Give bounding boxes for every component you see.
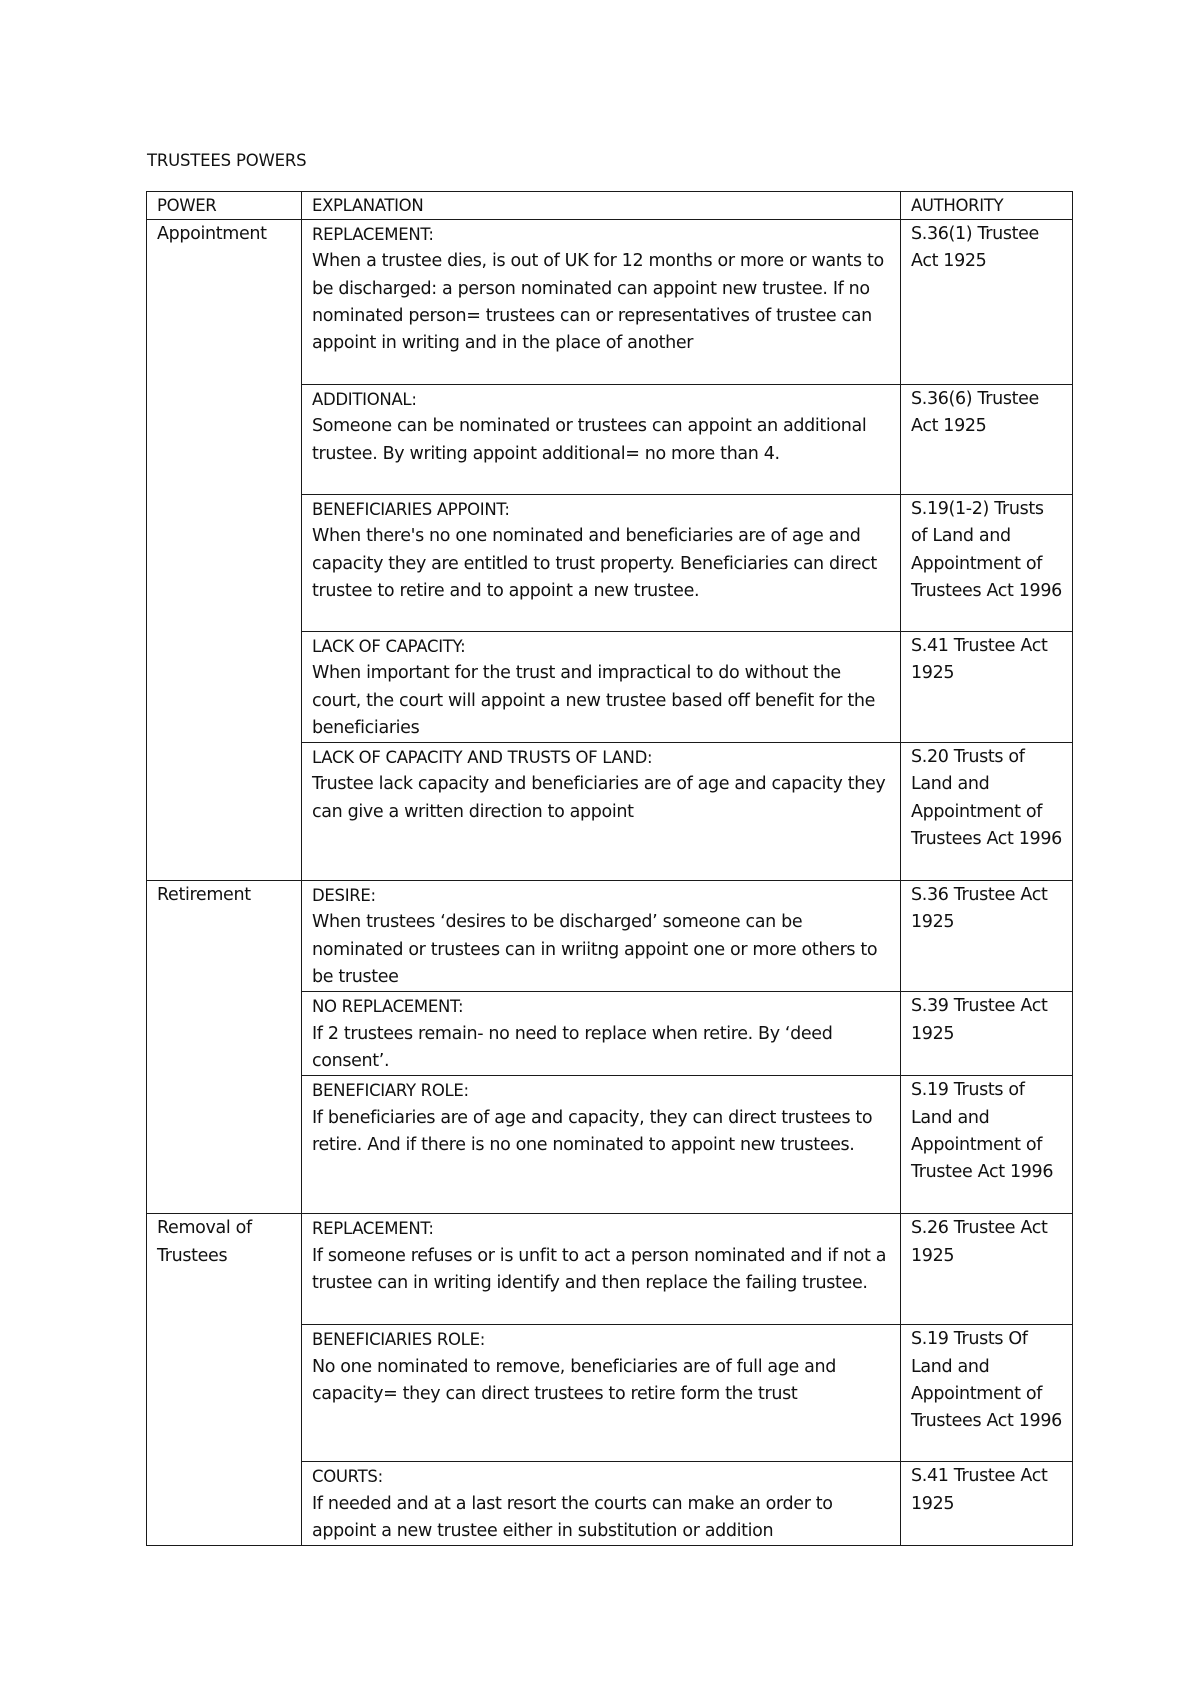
explanation-text: If someone refuses or is unfit to act a person nominated and if not a trustee can in writing identify and then replace the failing trustee. — [312, 1245, 887, 1293]
authority-cell — [901, 220, 1073, 385]
explanation-text: When important for the trust and impractical to do without the court, the court will appoint a new trustee based off benefit for the beneficiaries — [312, 663, 876, 738]
authority-text: S.26 Trustee Act 1925 — [911, 1218, 1048, 1266]
authority-text: S.19(1-2) Trusts of Land and Appointment of Trustees Act 1996 — [911, 499, 1062, 601]
authority-cell — [901, 1325, 1073, 1462]
authority-cell — [901, 1214, 1073, 1325]
explanation-cell — [302, 495, 901, 632]
authority-text: S.41 Trustee Act 1925 — [911, 636, 1048, 684]
explanation-text: No one nominated to remove, beneficiaries are of full age and capacity= they can direct trustees to retire form the trust — [312, 1356, 837, 1404]
power-cell: Retirement — [147, 881, 302, 1214]
explanation-text: When a trustee dies, is out of UK for 12 months or more or wants to be discharged: a person nominated can appoint new trustee. If no nominated person= trustees can or representatives of trustee can appoint in writing and in the place of another — [312, 251, 884, 354]
explanation-cell — [302, 1325, 901, 1462]
explanation-text: If 2 trustees remain- no need to replace when retire. By ‘deed consent’. — [312, 1023, 833, 1071]
authority-cell — [901, 495, 1073, 632]
explanation-heading: LACK OF CAPACITY AND TRUSTS OF LAND: — [312, 748, 653, 768]
authority-text: S.36(6) Trustee Act 1925 — [911, 389, 1039, 437]
explanation-cell — [302, 1076, 901, 1214]
authority-cell — [901, 385, 1073, 495]
explanation-heading: DESIRE: — [312, 886, 376, 906]
explanation-cell — [302, 1214, 901, 1325]
authority-text: S.36(1) Trustee Act 1925 — [911, 224, 1039, 272]
explanation-heading: NO REPLACEMENT: — [312, 997, 464, 1017]
explanation-heading: COURTS: — [312, 1467, 383, 1487]
table-row — [147, 1214, 1073, 1325]
explanation-cell — [302, 1462, 901, 1546]
header-power: POWER — [147, 192, 302, 220]
authority-cell — [901, 1462, 1073, 1546]
explanation-text: Trustee lack capacity and beneficiaries are of age and capacity they can give a written direction to appoint — [312, 774, 886, 822]
authority-cell — [901, 881, 1073, 992]
authority-text: S.36 Trustee Act 1925 — [911, 885, 1048, 933]
explanation-text: If beneficiaries are of age and capacity, they can direct trustees to retire. And if there is no one nominated to appoint new trustees. — [312, 1107, 873, 1155]
explanation-heading: BENEFICIARY ROLE: — [312, 1081, 469, 1101]
authority-text: S.41 Trustee Act 1925 — [911, 1466, 1048, 1514]
authority-text: S.39 Trustee Act 1925 — [911, 996, 1048, 1044]
explanation-cell — [302, 881, 901, 992]
power-cell: Appointment — [147, 220, 302, 881]
explanation-text: When there's no one nominated and beneficiaries are of age and capacity they are entitled to trust property. Beneficiaries can direct trustee to retire and to appoint a new trustee. — [312, 526, 877, 601]
authority-cell — [901, 1076, 1073, 1214]
explanation-cell — [302, 385, 901, 495]
explanation-cell — [302, 632, 901, 743]
explanation-cell — [302, 743, 901, 881]
authority-cell — [901, 992, 1073, 1076]
authority-cell — [901, 632, 1073, 743]
trustee-powers-table — [146, 191, 1073, 1546]
header-explanation: EXPLANATION — [302, 192, 901, 220]
table-row — [147, 220, 1073, 385]
explanation-heading: ADDITIONAL: — [312, 390, 417, 409]
power-cell: Removal of Trustees — [147, 1214, 302, 1546]
authority-text: S.19 Trusts of Land and Appointment of Trustee Act 1996 — [911, 1080, 1054, 1183]
document-title: TRUSTEES POWERS — [147, 151, 307, 170]
explanation-text: Someone can be nominated or trustees can appoint an additional trustee. By writing appoint additional= no more than 4. — [312, 416, 867, 464]
header-authority: AUTHORITY — [901, 192, 1073, 220]
table-row — [147, 881, 1073, 992]
table-header-row — [147, 192, 1073, 220]
explanation-heading: REPLACEMENT: — [312, 1219, 434, 1239]
authority-cell — [901, 743, 1073, 881]
explanation-heading: BENEFICIARIES ROLE: — [312, 1330, 485, 1350]
explanation-heading: LACK OF CAPACITY: — [312, 637, 466, 656]
explanation-heading: REPLACEMENT: — [312, 225, 434, 244]
authority-text: S.20 Trusts of Land and Appointment of Trustees Act 1996 — [911, 747, 1062, 850]
explanation-cell — [302, 992, 901, 1076]
explanation-heading: BENEFICIARIES APPOINT: — [312, 500, 510, 519]
authority-text: S.19 Trusts Of Land and Appointment of Trustees Act 1996 — [911, 1329, 1062, 1432]
explanation-text: When trustees ‘desires to be discharged’ someone can be nominated or trustees can in wriitng appoint one or more others to be trustee — [312, 912, 878, 988]
explanation-cell — [302, 220, 901, 385]
explanation-text: If needed and at a last resort the courts can make an order to appoint a new trustee either in substitution or addition — [312, 1493, 833, 1541]
